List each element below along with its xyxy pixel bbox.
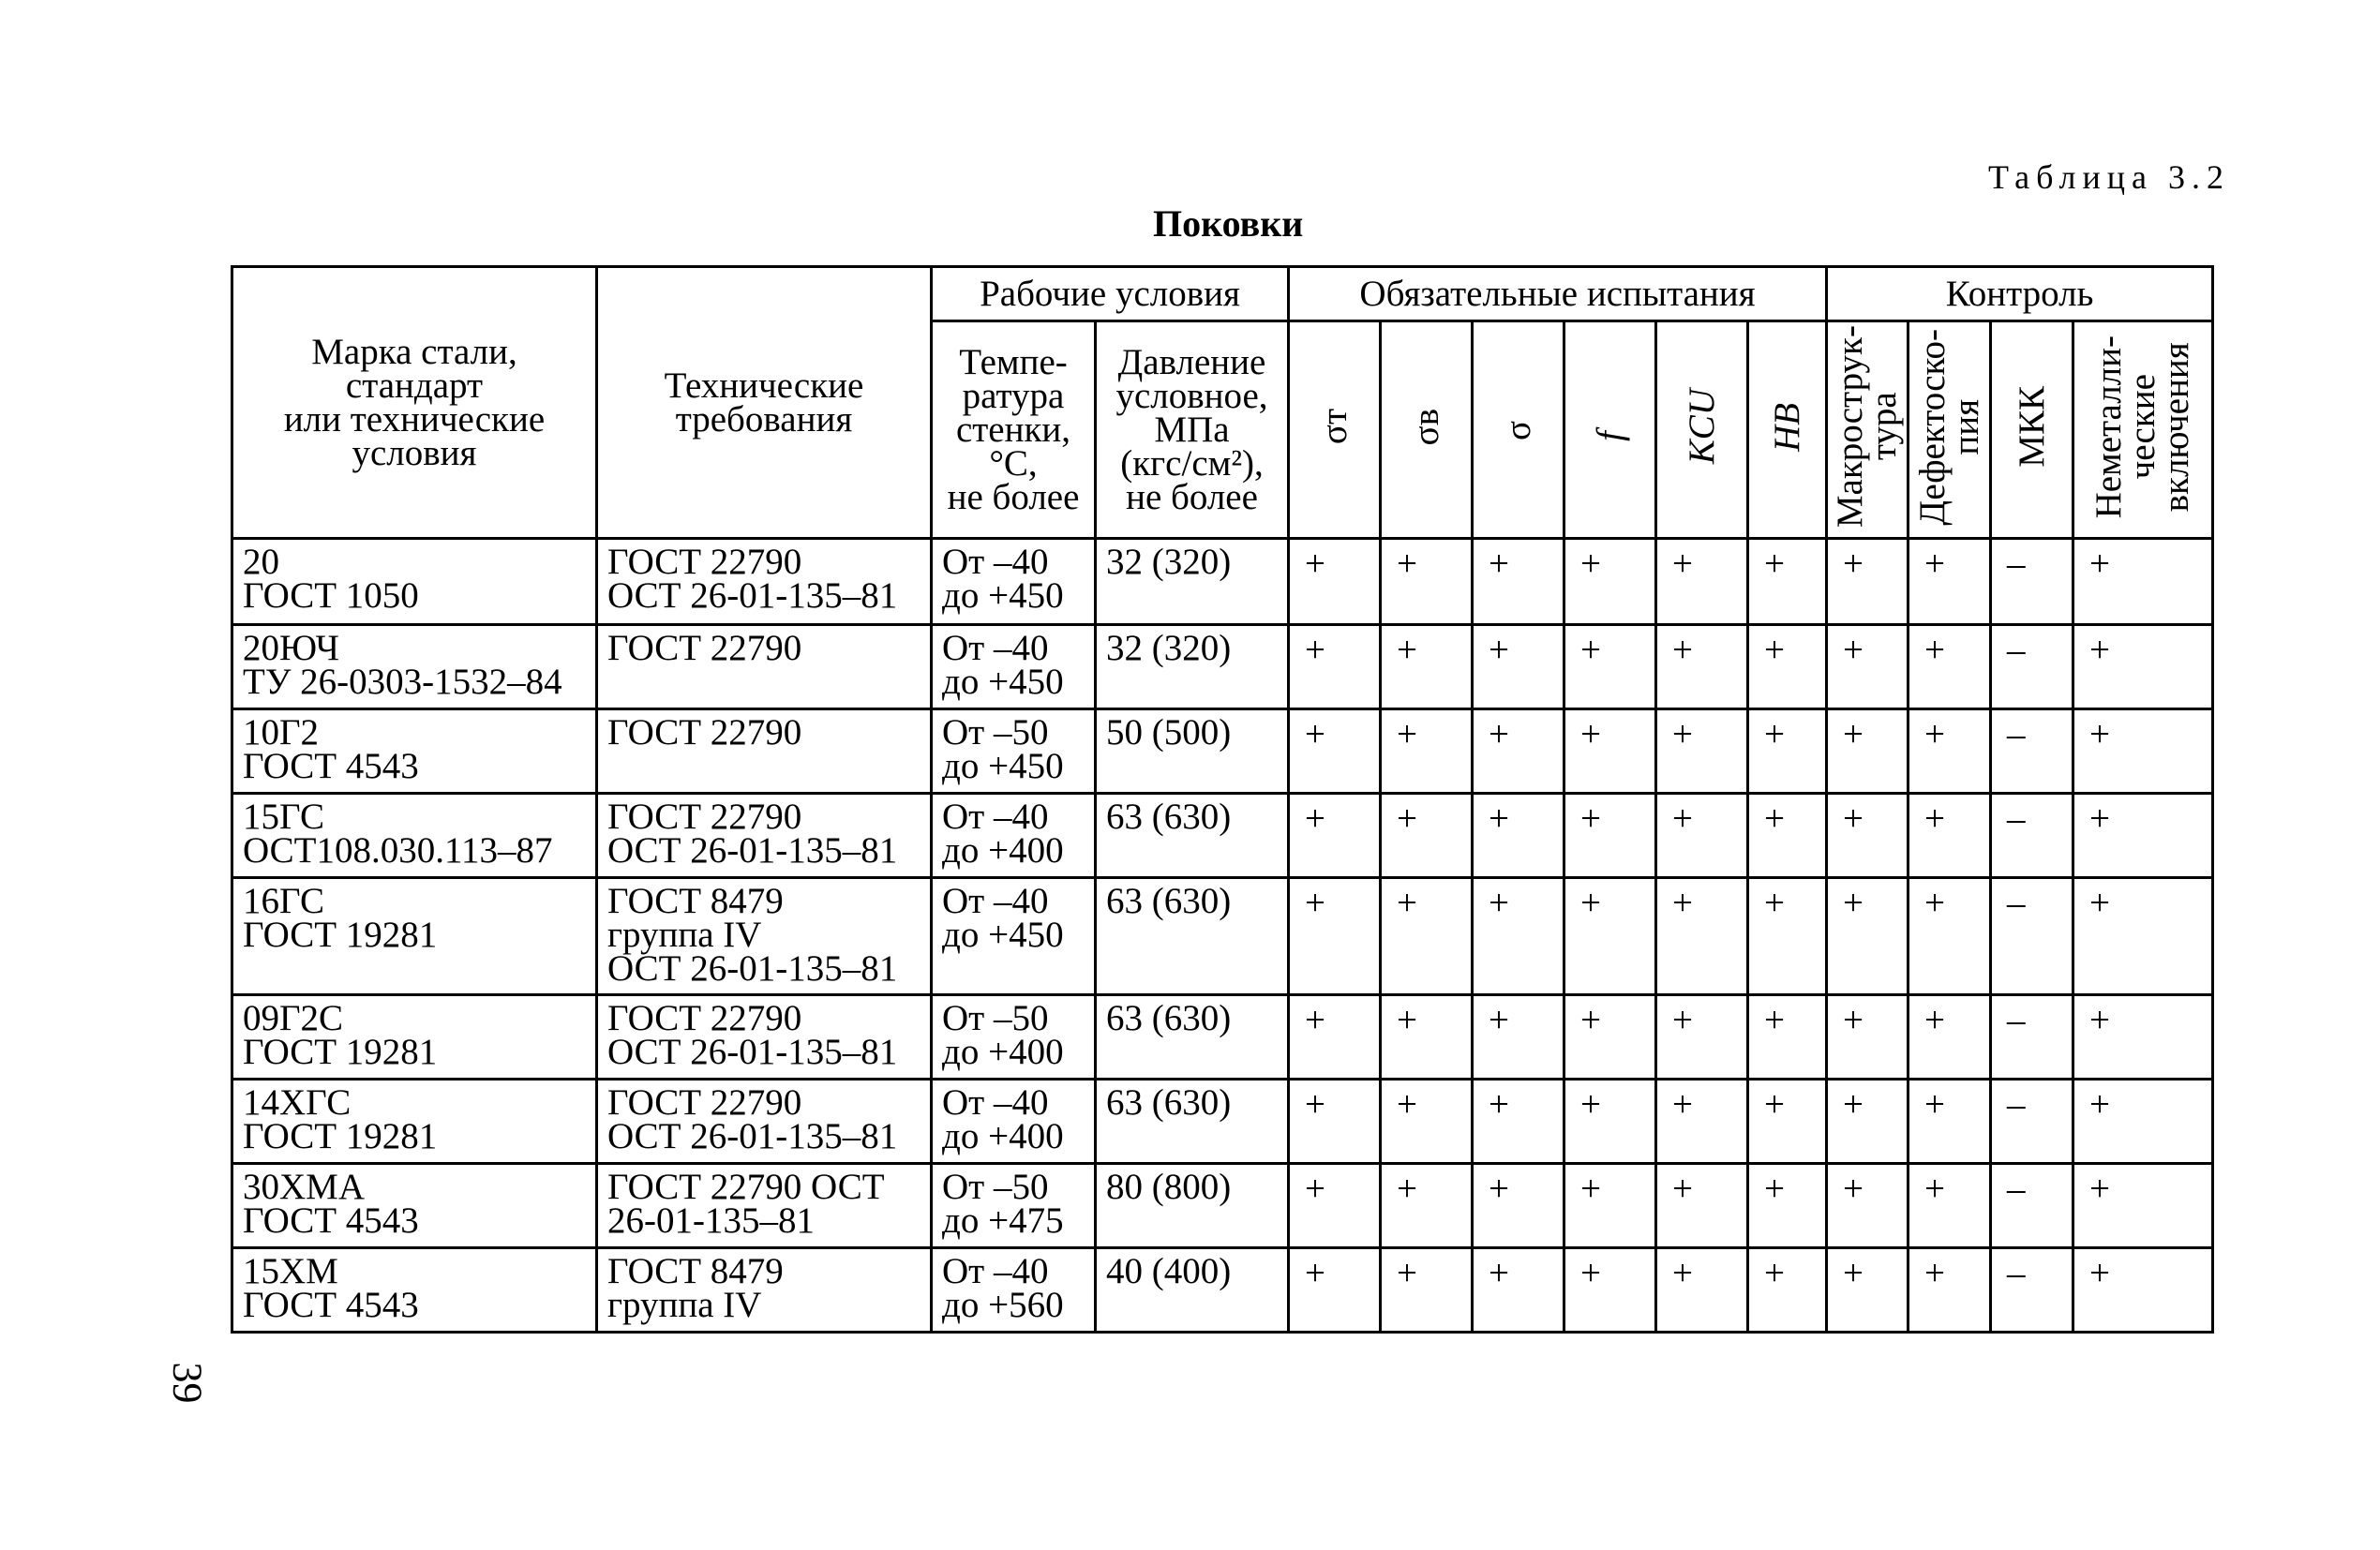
header-control-nonmetallic-inclusions: Неметалли- ческие включения <box>2073 321 2213 539</box>
header-test-hb: HB <box>1748 321 1827 539</box>
cell-control-mark: – <box>1991 1080 2073 1164</box>
cell-test-mark: + <box>1656 995 1748 1080</box>
cell-control-mark: + <box>1827 995 1908 1080</box>
cell-test-mark: + <box>1748 1080 1827 1164</box>
cell-test-mark: + <box>1748 995 1827 1080</box>
table-row <box>232 794 2213 878</box>
header-test-elongation: σ <box>1473 321 1564 539</box>
cell-control-mark: + <box>1908 1164 1991 1248</box>
table-row <box>232 995 2213 1080</box>
cell-test-mark: + <box>1473 1164 1564 1248</box>
cell-pressure: 80 (800) <box>1096 1164 1289 1248</box>
header-control-defectoscopy: Дефектоско- пия <box>1908 321 1991 539</box>
header-test-kcu: KCU <box>1656 321 1748 539</box>
cell-control-mark: + <box>1827 1248 1908 1333</box>
cell-control-mark: + <box>1827 1164 1908 1248</box>
cell-steel-grade: 09Г2С ГОСТ 19281 <box>232 995 597 1080</box>
cell-temperature: От –40 до +450 <box>932 878 1096 995</box>
cell-control-mark: + <box>1827 625 1908 709</box>
cell-control-mark: – <box>1991 625 2073 709</box>
cell-steel-grade: 10Г2 ГОСТ 4543 <box>232 709 597 794</box>
cell-control-mark: + <box>2073 709 2213 794</box>
cell-steel-grade: 20 ГОСТ 1050 <box>232 539 597 625</box>
cell-test-mark: + <box>1473 709 1564 794</box>
cell-test-mark: + <box>1381 1248 1473 1333</box>
cell-test-mark: + <box>1381 878 1473 995</box>
cell-test-mark: + <box>1564 878 1656 995</box>
cell-steel-grade: 20ЮЧ ТУ 26-0303-1532–84 <box>232 625 597 709</box>
cell-control-mark: + <box>1908 625 1991 709</box>
cell-pressure: 63 (630) <box>1096 995 1289 1080</box>
cell-test-mark: + <box>1289 794 1381 878</box>
cell-control-mark: + <box>2073 1080 2213 1164</box>
forgings-table <box>231 265 2214 1334</box>
cell-test-mark: + <box>1473 794 1564 878</box>
cell-pressure: 63 (630) <box>1096 794 1289 878</box>
cell-test-mark: + <box>1564 995 1656 1080</box>
cell-test-mark: + <box>1473 1080 1564 1164</box>
cell-steel-grade: 16ГС ГОСТ 19281 <box>232 878 597 995</box>
cell-tech-requirements: ГОСТ 22790 ОСТ 26-01-135–81 <box>597 1080 932 1164</box>
cell-test-mark: + <box>1748 709 1827 794</box>
cell-test-mark: + <box>1473 995 1564 1080</box>
cell-control-mark: + <box>2073 794 2213 878</box>
cell-test-mark: + <box>1473 878 1564 995</box>
cell-temperature: От –50 до +400 <box>932 995 1096 1080</box>
cell-test-mark: + <box>1656 709 1748 794</box>
cell-control-mark: – <box>1991 878 2073 995</box>
cell-tech-requirements: ГОСТ 8479 группа IV <box>597 1248 932 1333</box>
header-tech-requirements: Технические требования <box>597 267 932 539</box>
cell-test-mark: + <box>1289 625 1381 709</box>
header-control-mkk: МКК <box>1991 321 2073 539</box>
table-row <box>232 1080 2213 1164</box>
cell-test-mark: + <box>1656 539 1748 625</box>
cell-pressure: 63 (630) <box>1096 1080 1289 1164</box>
table-row <box>232 625 2213 709</box>
cell-tech-requirements: ГОСТ 22790 ОСТ 26-01-135–81 <box>597 539 932 625</box>
cell-temperature: От –40 до +450 <box>932 625 1096 709</box>
cell-test-mark: + <box>1473 539 1564 625</box>
cell-test-mark: + <box>1564 625 1656 709</box>
cell-control-mark: + <box>1908 878 1991 995</box>
cell-test-mark: + <box>1656 878 1748 995</box>
cell-test-mark: + <box>1381 1164 1473 1248</box>
cell-test-mark: + <box>1564 794 1656 878</box>
cell-test-mark: + <box>1289 1080 1381 1164</box>
cell-control-mark: + <box>1827 1080 1908 1164</box>
cell-test-mark: + <box>1748 878 1827 995</box>
cell-test-mark: + <box>1656 794 1748 878</box>
cell-test-mark: + <box>1748 794 1827 878</box>
cell-temperature: От –40 до +450 <box>932 539 1096 625</box>
cell-pressure: 63 (630) <box>1096 878 1289 995</box>
cell-test-mark: + <box>1289 709 1381 794</box>
cell-test-mark: + <box>1289 995 1381 1080</box>
cell-test-mark: + <box>1564 1080 1656 1164</box>
cell-test-mark: + <box>1564 1248 1656 1333</box>
cell-tech-requirements: ГОСТ 8479 группа IV ОСТ 26-01-135–81 <box>597 878 932 995</box>
header-temperature: Темпе- ратура стенки, °С, не более <box>932 321 1096 539</box>
cell-control-mark: + <box>1827 794 1908 878</box>
cell-tech-requirements: ГОСТ 22790 ОСТ 26-01-135–81 <box>597 995 932 1080</box>
cell-pressure: 50 (500) <box>1096 709 1289 794</box>
cell-steel-grade: 14ХГС ГОСТ 19281 <box>232 1080 597 1164</box>
cell-control-mark: + <box>1908 709 1991 794</box>
cell-test-mark: + <box>1564 709 1656 794</box>
cell-steel-grade: 15ГС ОСТ108.030.113–87 <box>232 794 597 878</box>
header-test-yield-strength: σт <box>1289 321 1381 539</box>
cell-control-mark: + <box>1827 709 1908 794</box>
cell-control-mark: + <box>1908 1080 1991 1164</box>
cell-test-mark: + <box>1564 539 1656 625</box>
cell-test-mark: + <box>1748 539 1827 625</box>
cell-control-mark: – <box>1991 1248 2073 1333</box>
cell-control-mark: + <box>1908 794 1991 878</box>
cell-test-mark: + <box>1381 1080 1473 1164</box>
cell-tech-requirements: ГОСТ 22790 ОСТ 26-01-135–81 <box>597 794 932 878</box>
cell-control-mark: – <box>1991 995 2073 1080</box>
cell-control-mark: + <box>2073 995 2213 1080</box>
cell-test-mark: + <box>1381 709 1473 794</box>
cell-test-mark: + <box>1748 1248 1827 1333</box>
cell-test-mark: + <box>1381 794 1473 878</box>
cell-control-mark: + <box>2073 1164 2213 1248</box>
cell-test-mark: + <box>1289 539 1381 625</box>
cell-pressure: 32 (320) <box>1096 539 1289 625</box>
cell-temperature: От –40 до +400 <box>932 1080 1096 1164</box>
cell-test-mark: + <box>1656 625 1748 709</box>
table-row <box>232 539 2213 625</box>
cell-tech-requirements: ГОСТ 22790 <box>597 709 932 794</box>
cell-tech-requirements: ГОСТ 22790 <box>597 625 932 709</box>
header-test-f: f <box>1564 321 1656 539</box>
header-working-conditions: Рабочие условия <box>932 267 1289 321</box>
cell-test-mark: + <box>1564 1164 1656 1248</box>
cell-control-mark: – <box>1991 539 2073 625</box>
cell-control-mark: + <box>2073 539 2213 625</box>
table-label: Таблица 3.2 <box>1988 158 2230 196</box>
table-row <box>232 1164 2213 1248</box>
cell-test-mark: + <box>1289 1164 1381 1248</box>
header-pressure: Давление условное, МПа (кгс/см²), не более <box>1096 321 1289 539</box>
cell-control-mark: + <box>1908 1248 1991 1333</box>
cell-test-mark: + <box>1656 1080 1748 1164</box>
cell-temperature: От –40 до +400 <box>932 794 1096 878</box>
header-mandatory-tests: Обязательные испытания <box>1289 267 1827 321</box>
cell-control-mark: + <box>2073 625 2213 709</box>
cell-test-mark: + <box>1289 878 1381 995</box>
page-number: 39 <box>164 1362 211 1404</box>
cell-steel-grade: 30ХМА ГОСТ 4543 <box>232 1164 597 1248</box>
cell-control-mark: + <box>2073 1248 2213 1333</box>
cell-control-mark: + <box>1908 539 1991 625</box>
cell-test-mark: + <box>1656 1248 1748 1333</box>
cell-tech-requirements: ГОСТ 22790 ОСТ 26-01-135–81 <box>597 1164 932 1248</box>
header-control: Контроль <box>1827 267 2213 321</box>
cell-control-mark: – <box>1991 1164 2073 1248</box>
cell-control-mark: + <box>1827 539 1908 625</box>
table-row <box>232 1248 2213 1333</box>
header-test-tensile-strength: σв <box>1381 321 1473 539</box>
cell-control-mark: + <box>1827 878 1908 995</box>
cell-temperature: От –50 до +450 <box>932 709 1096 794</box>
cell-test-mark: + <box>1748 1164 1827 1248</box>
cell-pressure: 32 (320) <box>1096 625 1289 709</box>
cell-test-mark: + <box>1289 1248 1381 1333</box>
cell-test-mark: + <box>1381 539 1473 625</box>
table-row <box>232 878 2213 995</box>
cell-control-mark: – <box>1991 709 2073 794</box>
cell-test-mark: + <box>1381 625 1473 709</box>
cell-control-mark: + <box>1908 995 1991 1080</box>
cell-test-mark: + <box>1473 1248 1564 1333</box>
cell-pressure: 40 (400) <box>1096 1248 1289 1333</box>
table-title: Поковки <box>1153 202 1304 245</box>
cell-test-mark: + <box>1473 625 1564 709</box>
table-body <box>232 539 2213 1333</box>
cell-test-mark: + <box>1656 1164 1748 1248</box>
table-row <box>232 709 2213 794</box>
cell-steel-grade: 15ХМ ГОСТ 4543 <box>232 1248 597 1333</box>
cell-control-mark: – <box>1991 794 2073 878</box>
cell-test-mark: + <box>1748 625 1827 709</box>
cell-control-mark: + <box>2073 878 2213 995</box>
cell-temperature: От –50 до +475 <box>932 1164 1096 1248</box>
header-steel-grade: Марка стали, стандарт или технические условия <box>232 267 597 539</box>
cell-temperature: От –40 до +560 <box>932 1248 1096 1333</box>
header-control-macrostructure: Макрострук- тура <box>1827 321 1908 539</box>
cell-test-mark: + <box>1381 995 1473 1080</box>
